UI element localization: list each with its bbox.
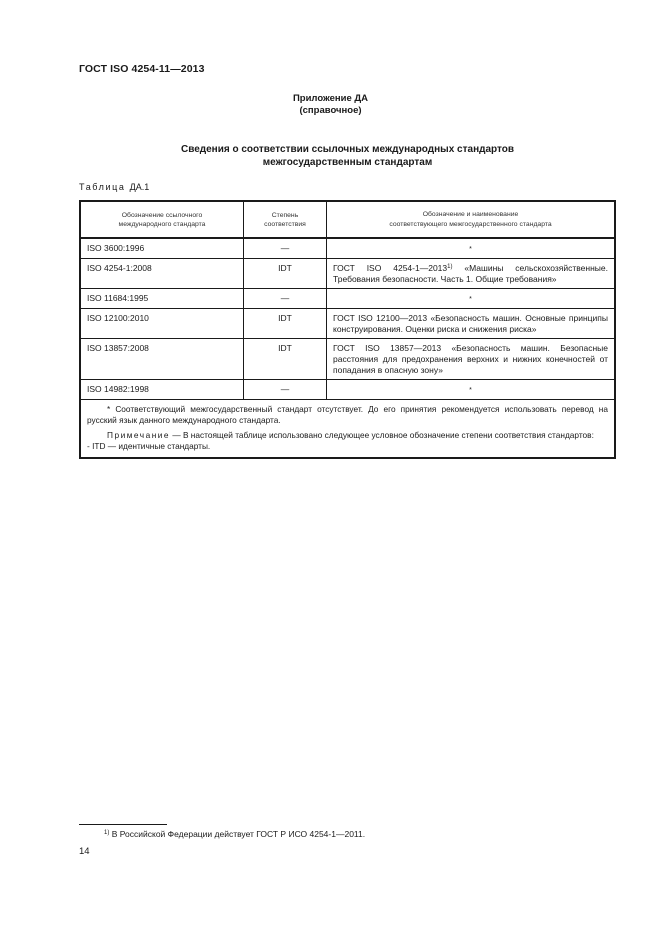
- cell-national-text: ГОСТ ISO 12100—2013 «Безопасность машин. Основные принципы конструирования. Оценки риска и снижения риска»: [333, 313, 608, 334]
- document-title: [80, 143, 615, 169]
- note-text: — В настоящей таблице использовано следующее условное обозначение степени соответствия стандартов:: [170, 430, 594, 440]
- table-caption: [79, 182, 149, 192]
- page-footnote: [104, 829, 365, 839]
- annex-subtitle: (справочное): [299, 105, 362, 116]
- standards-table: [79, 200, 616, 459]
- cell-reference: ISO 12100:2010: [80, 309, 244, 339]
- cell-national-text: ГОСТ ISO 13857—2013 «Безопасность машин. Безопасные расстояния для предохранения верхних и нижних конечностей от попадания в опасную зону»: [333, 343, 608, 375]
- cell-national-text: *: [469, 296, 472, 303]
- note-item: - ITD — идентичные стандарты.: [87, 441, 211, 451]
- table-row: [80, 309, 615, 339]
- table-caption-word: Таблица: [79, 182, 126, 192]
- cell-national: [327, 339, 616, 380]
- cell-national: [327, 309, 616, 339]
- table-row: [80, 339, 615, 380]
- column-header-national-line1: Обозначение и наименование: [422, 211, 519, 218]
- table-row: [80, 259, 615, 289]
- cell-reference: ISO 3600:1996: [80, 238, 244, 259]
- column-header-reference-line1: Обозначение ссылочного: [121, 211, 203, 219]
- cell-national-text: ГОСТ ISO 4254-1—2013: [333, 263, 448, 273]
- table-header-row: [80, 201, 615, 238]
- table-notes-row: [80, 400, 615, 459]
- annex-title: Приложение ДА: [292, 93, 369, 104]
- column-header-degree-line1: Степень: [271, 211, 299, 219]
- cell-national: [327, 289, 616, 309]
- cell-degree: IDT: [244, 259, 327, 289]
- footnote-marker: 1): [447, 264, 453, 270]
- cell-national: [327, 259, 616, 289]
- cell-national: [327, 380, 616, 400]
- cell-degree: —: [244, 380, 327, 400]
- footnote-separator: [79, 824, 167, 825]
- column-header-national-line2: соответствующего межгосударственного стандарта: [389, 220, 552, 228]
- cell-degree: IDT: [244, 339, 327, 380]
- table-notes: [80, 400, 615, 459]
- note-paragraph: [87, 430, 608, 441]
- star-footnote: * Соответствующий межгосударственный стандарт отсутствует. До его принятия рекомендуется использовать перевод на русский язык данного международного стандарта.: [87, 404, 608, 425]
- note-label: Примечание: [107, 430, 171, 440]
- table-row: [80, 289, 615, 309]
- document-code-header: ГОСТ ISO 4254-11—2013: [79, 63, 205, 75]
- table-caption-number: ДА.1: [129, 182, 150, 192]
- cell-national-text: *: [469, 246, 472, 253]
- cell-degree: —: [244, 289, 327, 309]
- table-row: [80, 238, 615, 259]
- cell-national-text-rest: «Машины сельскохозяйственные. Требования безопасности. Часть 1. Общие требования»: [333, 263, 609, 284]
- cell-reference: ISO 4254-1:2008: [80, 259, 244, 289]
- column-header-reference-line2: международного стандарта: [118, 221, 206, 228]
- column-header-reference: [80, 201, 244, 238]
- cell-reference: ISO 14982:1998: [80, 380, 244, 400]
- page-footnote-marker: 1): [104, 830, 110, 836]
- document-title-line1: Сведения о соответствии ссылочных международных стандартов: [180, 144, 515, 155]
- cell-degree: IDT: [244, 309, 327, 339]
- page-number: 14: [79, 846, 90, 857]
- column-header-national: [327, 201, 616, 238]
- column-header-degree: [244, 201, 327, 238]
- cell-national-text: *: [469, 387, 472, 394]
- cell-reference: ISO 13857:2008: [80, 339, 244, 380]
- column-header-degree-line2: соответствия: [264, 221, 306, 228]
- annex-heading: [0, 93, 661, 117]
- cell-degree: —: [244, 238, 327, 259]
- page-footnote-text: В Российской Федерации действует ГОСТ Р ИСО 4254-1—2011.: [109, 829, 366, 839]
- document-title-line2: межгосударственным стандартам: [262, 157, 433, 168]
- table-row: [80, 380, 615, 400]
- cell-reference: ISO 11684:1995: [80, 289, 244, 309]
- cell-national: [327, 238, 616, 259]
